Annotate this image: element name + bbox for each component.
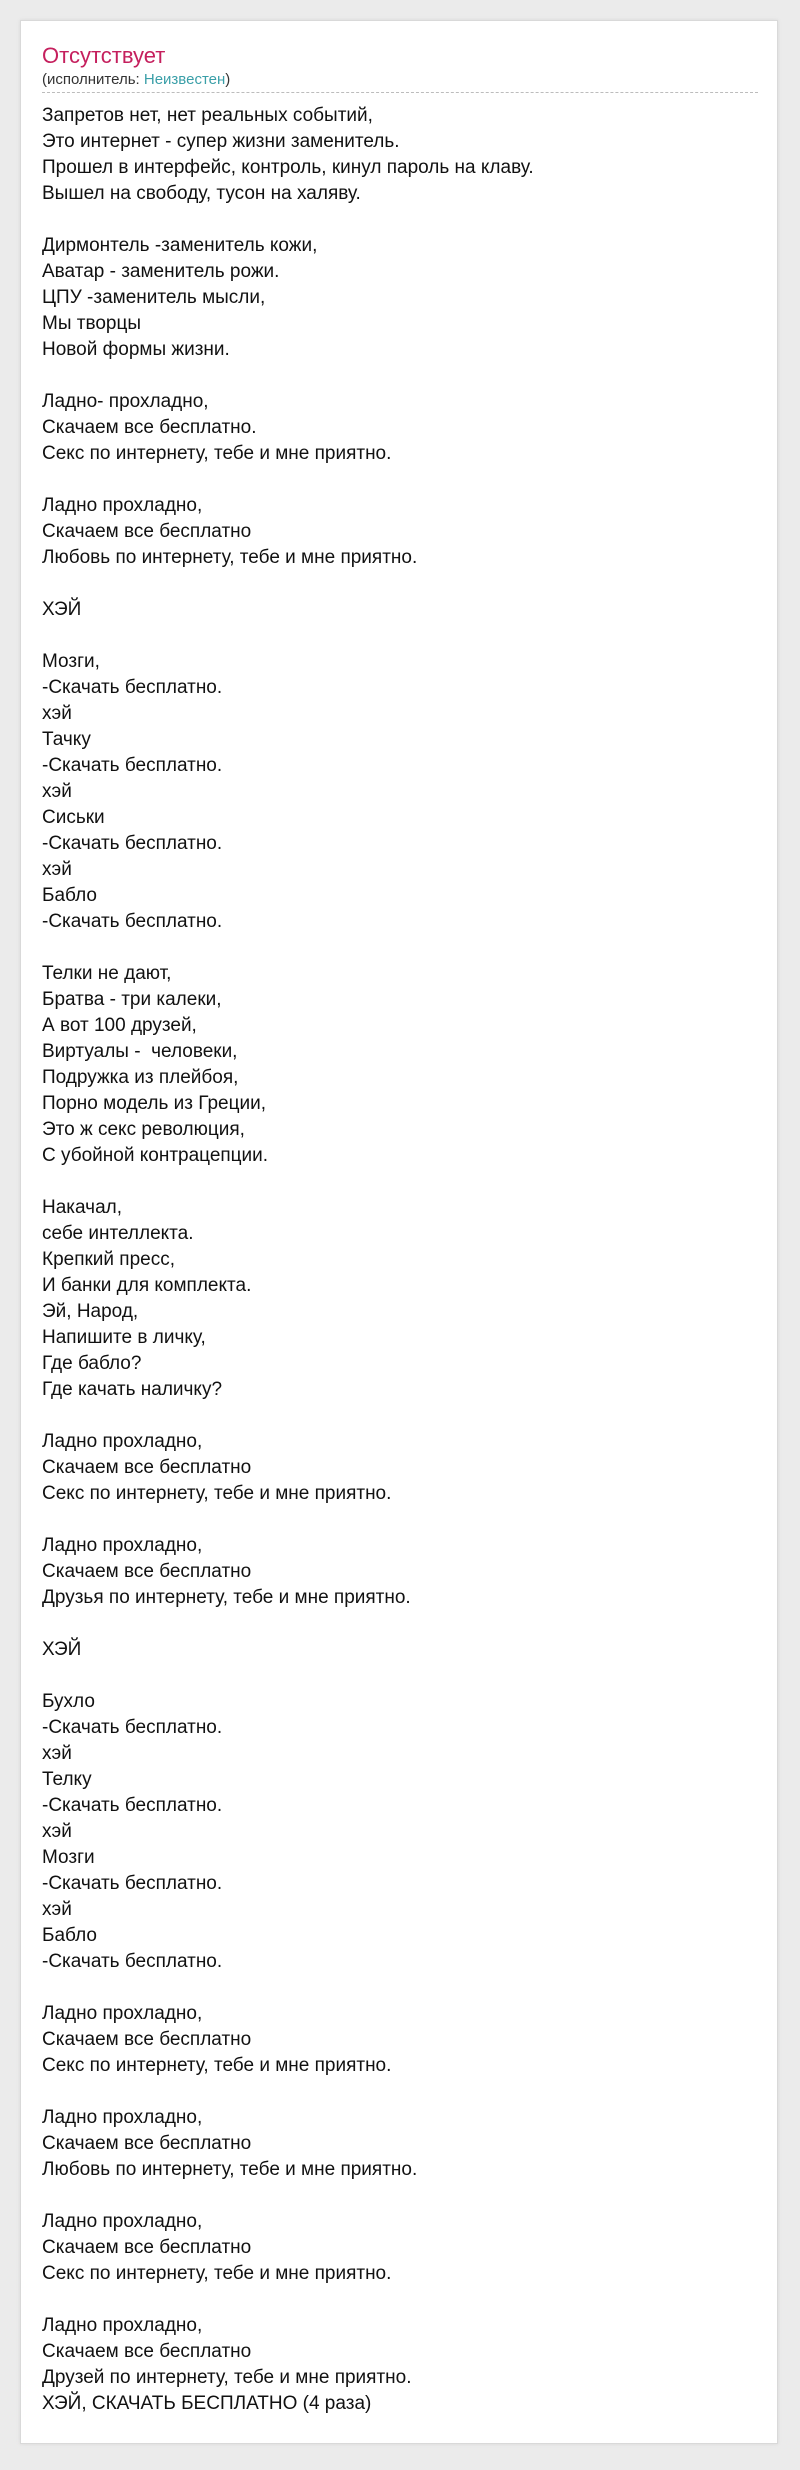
lyric-line: хэй [42, 703, 72, 724]
lyric-line: Бухло [42, 1691, 95, 1712]
lyric-line: Мозги [42, 1847, 95, 1868]
lyric-line: -Скачать бесплатно. [42, 1717, 223, 1738]
lyric-line: Аватар - заменитель рожи. [42, 261, 280, 282]
lyric-line: А вот 100 друзей, [42, 1015, 197, 1036]
artist-prefix: (исполнитель: [42, 71, 144, 88]
lyric-line: хэй [42, 1743, 72, 1764]
lyric-line: Секс по интернету, тебе и мне приятно. [42, 1483, 392, 1504]
lyrics-card [20, 20, 778, 2444]
lyric-line: -Скачать бесплатно. [42, 833, 223, 854]
lyric-line: Где качать наличку? [42, 1379, 223, 1400]
lyric-line: Скачаем все бесплатно [42, 521, 252, 542]
lyric-line: Это интернет - супер жизни заменитель. [42, 131, 400, 152]
lyric-line: ХЭЙ, СКАЧАТЬ БЕСПЛАТНО (4 раза) [42, 2393, 372, 2414]
lyrics-stanza [42, 597, 758, 623]
lyric-line: -Скачать бесплатно. [42, 755, 223, 776]
lyric-line: хэй [42, 1899, 72, 1920]
lyric-line: Эй, Народ, [42, 1301, 139, 1322]
lyrics-stanza [42, 1195, 758, 1403]
lyric-line: -Скачать бесплатно. [42, 1795, 223, 1816]
lyric-line: хэй [42, 859, 72, 880]
lyric-line: Новой формы жизни. [42, 339, 230, 360]
lyrics-text [42, 103, 758, 2417]
header-divider [42, 92, 758, 93]
lyrics-stanza [42, 233, 758, 363]
lyric-line: Ладно прохладно, [42, 2107, 203, 2128]
lyric-line: Любовь по интернету, тебе и мне приятно. [42, 547, 418, 568]
lyric-line: Скачаем все бесплатно [42, 2237, 252, 2258]
lyrics-stanza [42, 961, 758, 1169]
lyric-line: И банки для комплекта. [42, 1275, 252, 1296]
lyrics-stanza [42, 493, 758, 571]
lyrics-stanza [42, 649, 758, 935]
lyric-line: Тачку [42, 729, 91, 750]
lyric-line: Запретов нет, нет реальных событий, [42, 105, 373, 126]
lyric-line: Вышел на свободу, тусон на халяву. [42, 183, 361, 204]
lyric-line: ХЭЙ [42, 1639, 82, 1660]
lyric-line: ЦПУ -заменитель мысли, [42, 287, 266, 308]
lyric-line: Ладно- прохладно, [42, 391, 209, 412]
lyric-line: Прошел в интерфейс, контроль, кинул пароль на клаву. [42, 157, 534, 178]
lyric-line: Скачаем все бесплатно [42, 2341, 252, 2362]
lyric-line: Ладно прохладно, [42, 1431, 203, 1452]
lyric-line: Скачаем все бесплатно [42, 1561, 252, 1582]
lyric-line: Друзей по интернету, тебе и мне приятно. [42, 2367, 412, 2388]
lyric-line: -Скачать бесплатно. [42, 1873, 223, 1894]
lyric-line: -Скачать бесплатно. [42, 677, 223, 698]
lyric-line: Мозги, [42, 651, 100, 672]
lyric-line: Друзья по интернету, тебе и мне приятно. [42, 1587, 411, 1608]
lyric-line: Ладно прохладно, [42, 495, 203, 516]
lyric-line: Скачаем все бесплатно [42, 1457, 252, 1478]
lyric-line: Это ж секс революция, [42, 1119, 245, 1140]
lyric-line: Ладно прохладно, [42, 2211, 203, 2232]
lyric-line: Скачаем все бесплатно [42, 2029, 252, 2050]
lyric-line: хэй [42, 1821, 72, 1842]
lyrics-stanza [42, 103, 758, 207]
lyric-line: Напишите в личку, [42, 1327, 206, 1348]
lyrics-stanza [42, 1637, 758, 1663]
lyric-line: Виртуалы - человеки, [42, 1041, 238, 1062]
artist-suffix: ) [225, 71, 231, 88]
lyric-line: Где бабло? [42, 1353, 142, 1374]
lyric-line: Братва - три калеки, [42, 989, 222, 1010]
lyrics-stanza [42, 389, 758, 467]
lyric-line: Секс по интернету, тебе и мне приятно. [42, 2263, 392, 2284]
lyric-line: Скачаем все бесплатно. [42, 417, 257, 438]
lyrics-stanza [42, 2313, 758, 2417]
lyrics-stanza [42, 1689, 758, 1975]
lyric-line: Любовь по интернету, тебе и мне приятно. [42, 2159, 418, 2180]
lyric-line: Дирмонтель -заменитель кожи, [42, 235, 318, 256]
lyric-line: Телку [42, 1769, 92, 1790]
lyrics-stanza [42, 2001, 758, 2079]
lyric-line: Ладно прохладно, [42, 1535, 203, 1556]
artist-line [42, 71, 230, 89]
lyric-line: Скачаем все бесплатно [42, 2133, 252, 2154]
lyric-line: Секс по интернету, тебе и мне приятно. [42, 2055, 392, 2076]
lyric-line: С убойной контрацепции. [42, 1145, 269, 1166]
lyric-line: Ладно прохладно, [42, 2003, 203, 2024]
lyric-line: Крепкий пресс, [42, 1249, 176, 1270]
lyric-line: себе интеллекта. [42, 1223, 194, 1244]
lyric-line: Мы творцы [42, 313, 142, 334]
lyric-line: -Скачать бесплатно. [42, 911, 223, 932]
lyric-line: хэй [42, 781, 72, 802]
lyric-line: Бабло [42, 885, 97, 906]
lyric-line: Ладно прохладно, [42, 2315, 203, 2336]
lyric-line: Секс по интернету, тебе и мне приятно. [42, 443, 392, 464]
lyric-line: Подружка из плейбоя, [42, 1067, 239, 1088]
lyric-line: Бабло [42, 1925, 97, 1946]
song-title: Отсутствует [42, 43, 166, 68]
artist-link[interactable]: Неизвестен [143, 71, 226, 88]
lyrics-stanza [42, 2105, 758, 2183]
lyric-line: Сиськи [42, 807, 105, 828]
lyric-line: ХЭЙ [42, 599, 82, 620]
lyric-line: Порно модель из Греции, [42, 1093, 266, 1114]
lyrics-stanza [42, 2209, 758, 2287]
lyrics-stanza [42, 1429, 758, 1507]
lyrics-stanza [42, 1533, 758, 1611]
lyric-line: -Скачать бесплатно. [42, 1951, 223, 1972]
lyric-line: Телки не дают, [42, 963, 172, 984]
lyric-line: Накачал, [42, 1197, 122, 1218]
